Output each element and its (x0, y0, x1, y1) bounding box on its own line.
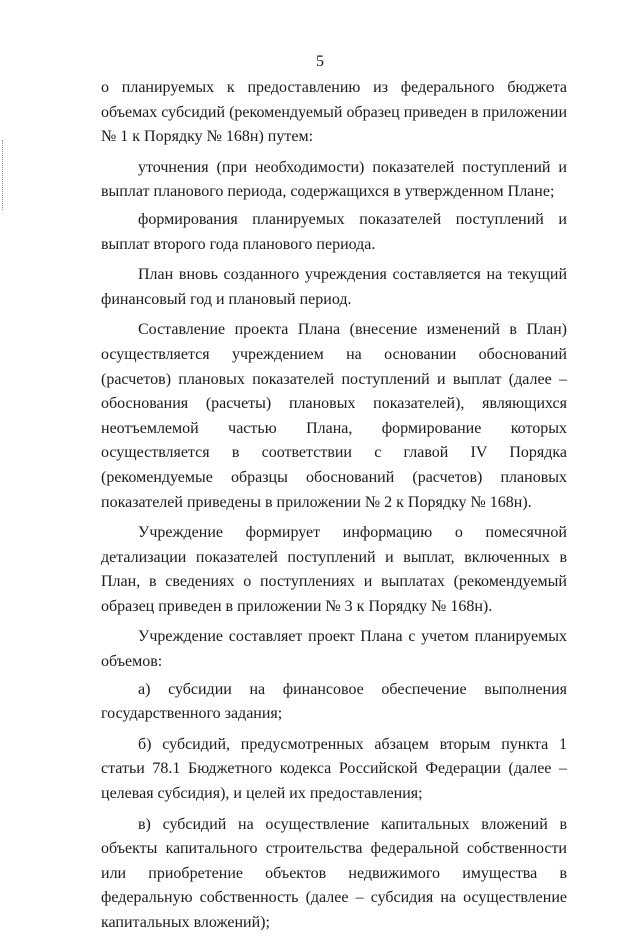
paragraph-monthly-detail: Учреждение формирует информацию о помесячной детализации показателей поступлений и выплат, включенных в План, в сведениях о поступлениях и выплатах (рекомендуемый образец приведен в приложении № 3 к Порядку № 168н). (101, 524, 567, 615)
list-item-v: в) субсидий на осуществление капитальных вложений в объекты капитального строительства федеральной собственности или приобретение объектов недвижимого имущества в федеральную собственность (далее – субсидия на осуществление капитальных вложений); (101, 815, 567, 931)
paragraph-plan-drafting: Составление проекта Плана (внесение изменений в План) осуществляется учреждением на основании обоснований (расчетов) плановых показателей поступлений и выплат (далее – обоснования (расчеты) плановых показателей), являющихся неотъемлемой частью Плана, формирование которых осуществляется в соответствии с главой IV Порядка (рекомендуемые образцы обоснований (расчетов) плановых показателей приведены в приложении № 2 к Порядку № 168н). (101, 321, 567, 511)
paragraph-clarification: уточнения (при необходимости) показателей поступлений и выплат планового периода, содержащихся в утвержденном Плане; (101, 158, 567, 201)
list-item-a: а) субсидии на финансовое обеспечение выполнения государственного задания; (101, 680, 567, 723)
paragraph-subsidies-continuation: о планируемых к предоставлению из федерального бюджета объемах субсидий (рекомендуемый образец приведен в приложении № 1 к Порядку № 168н) путем: (101, 79, 567, 146)
binding-marks (2, 140, 6, 210)
list-item-b: б) субсидий, предусмотренных абзацем вторым пункта 1 статьи 78.1 Бюджетного кодекса Российской Федерации (далее – целевая субсидия), и целей их предоставления; (101, 735, 567, 803)
paragraph-new-institution: План вновь созданного учреждения составляется на текущий финансовый год и плановый период. (101, 266, 567, 308)
paragraph-formation: формирования планируемых показателей поступлений и выплат второго года планового периода. (101, 210, 567, 253)
document-body (101, 76, 567, 942)
paragraph-planned-volumes: Учреждение составляет проект Плана с учетом планируемых объемов: (101, 628, 567, 671)
page-number: 5 (316, 53, 324, 70)
